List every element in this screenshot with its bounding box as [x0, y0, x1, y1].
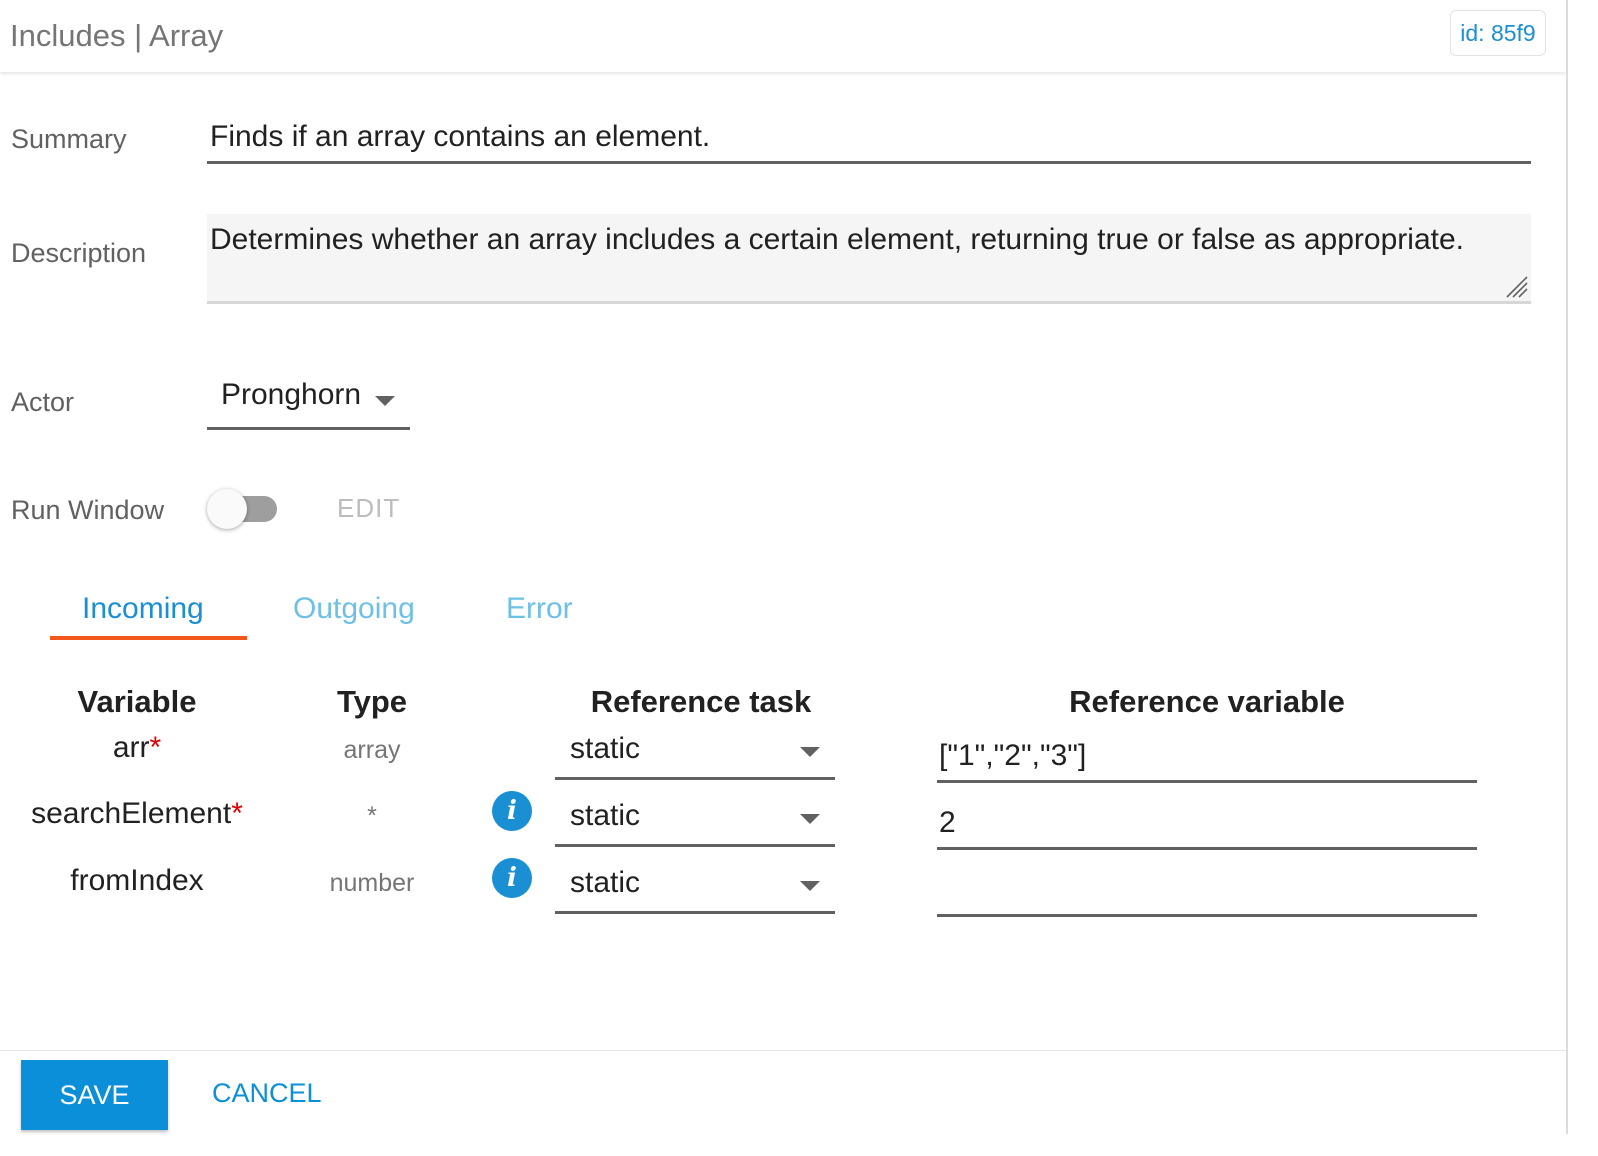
- id-badge[interactable]: id: 85f9: [1450, 10, 1546, 56]
- edit-run-window-button[interactable]: EDIT: [337, 493, 401, 523]
- active-tab-indicator: [50, 636, 247, 640]
- tab-error[interactable]: Error: [506, 592, 573, 625]
- reference-task-value: static: [570, 732, 641, 765]
- description-value: Determines whether an array includes a certain element, returning true or false as appropriate.: [210, 223, 1464, 256]
- toggle-knob: [207, 489, 247, 529]
- reference-task-select[interactable]: [555, 858, 835, 914]
- chevron-down-icon: [800, 814, 820, 824]
- tab-incoming[interactable]: Incoming: [82, 592, 204, 625]
- actor-label: Actor: [11, 387, 75, 417]
- info-icon[interactable]: i: [492, 858, 532, 898]
- table-row-variable: [37, 864, 237, 898]
- dialog-header: [0, 0, 1566, 72]
- dialog-footer: [0, 1050, 1566, 1156]
- table-row-variable: [17, 797, 257, 831]
- run-window-toggle[interactable]: [207, 489, 279, 529]
- reference-variable-input[interactable]: [937, 727, 1477, 783]
- summary-input[interactable]: [207, 114, 1531, 164]
- reference-variable-input[interactable]: [937, 861, 1477, 917]
- column-header-variable: Variable: [77, 684, 197, 719]
- reference-variable-value: 2: [939, 806, 956, 839]
- column-header-reference-task: Reference task: [590, 684, 812, 719]
- resize-handle-icon[interactable]: [1505, 275, 1529, 299]
- summary-label: Summary: [11, 124, 127, 154]
- reference-task-value: static: [570, 799, 641, 832]
- cancel-button[interactable]: CANCEL: [212, 1078, 322, 1108]
- variable-type: array: [343, 736, 401, 764]
- required-marker: *: [231, 797, 243, 830]
- description-label: Description: [11, 238, 147, 268]
- scrollbar[interactable]: [1566, 0, 1568, 1134]
- variable-name: searchElement: [31, 797, 232, 830]
- info-icon[interactable]: i: [492, 791, 532, 831]
- column-header-reference-variable: Reference variable: [1069, 684, 1345, 719]
- actor-select[interactable]: [207, 372, 410, 430]
- save-button[interactable]: SAVE: [21, 1060, 168, 1130]
- description-textarea[interactable]: [207, 214, 1531, 304]
- run-window-label: Run Window: [11, 495, 165, 525]
- reference-task-select[interactable]: [555, 791, 835, 847]
- reference-task-value: static: [570, 866, 641, 899]
- column-header-type: Type: [336, 684, 408, 719]
- chevron-down-icon: [375, 396, 395, 406]
- variable-type: number: [329, 869, 415, 897]
- reference-variable-value: ["1","2","3"]: [939, 739, 1087, 772]
- tab-outgoing[interactable]: Outgoing: [293, 592, 415, 625]
- reference-variable-input[interactable]: [937, 794, 1477, 850]
- actor-value: Pronghorn: [221, 378, 362, 411]
- summary-value: Finds if an array contains an element.: [210, 120, 711, 153]
- table-row-variable: [37, 731, 237, 765]
- required-marker: *: [149, 731, 162, 764]
- reference-task-select[interactable]: [555, 724, 835, 780]
- variable-name: arr: [112, 731, 150, 764]
- variable-type: *: [367, 802, 377, 830]
- chevron-down-icon: [800, 747, 820, 757]
- chevron-down-icon: [800, 881, 820, 891]
- dialog-title: Includes | Array: [10, 18, 224, 53]
- variable-name: fromIndex: [70, 864, 204, 897]
